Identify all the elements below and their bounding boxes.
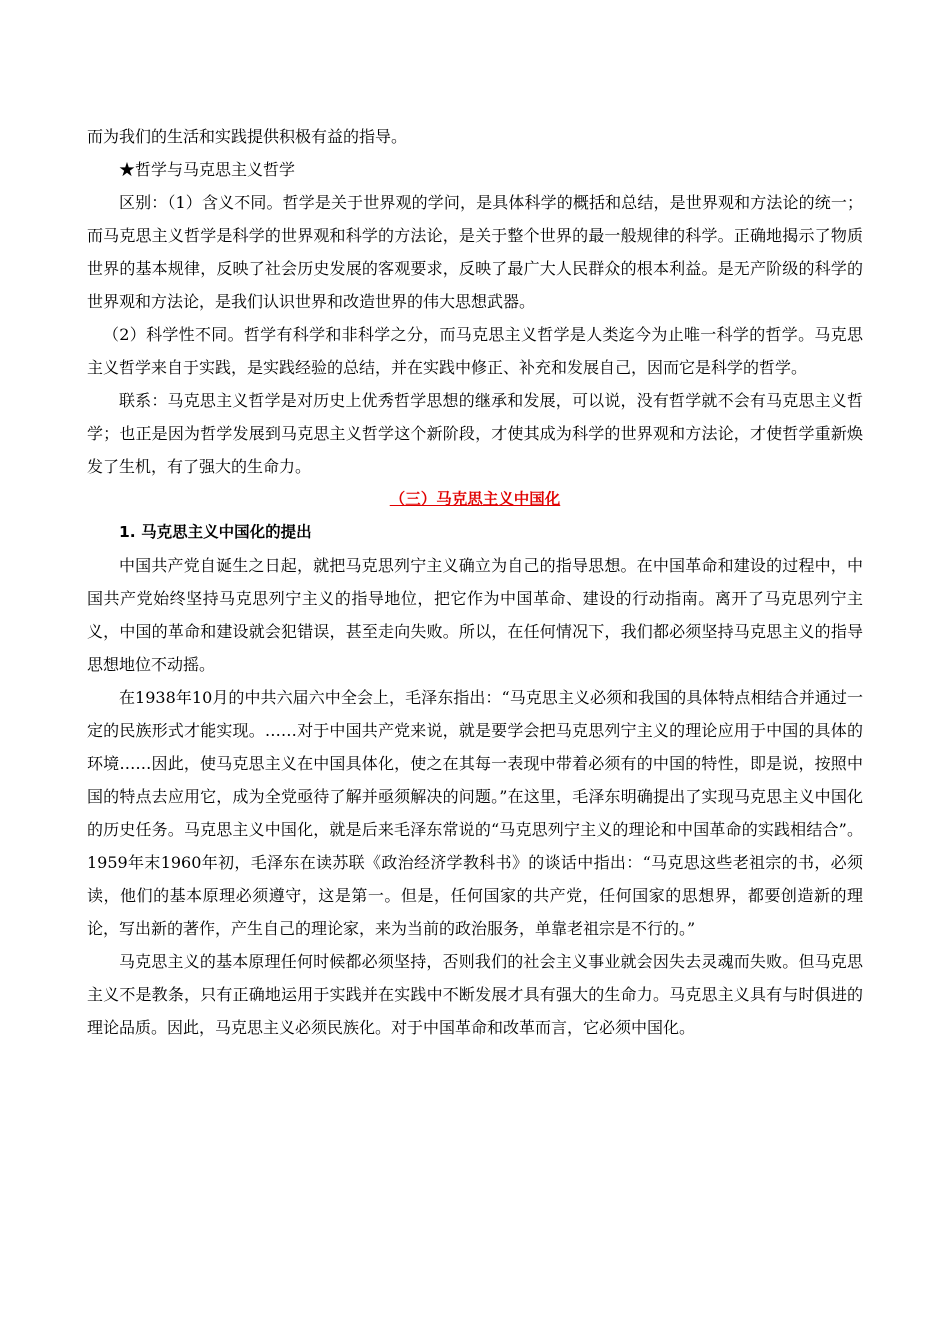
paragraph-difference-1: 区别：（1）含义不同。哲学是关于世界观的学问，是具体科学的概括和总结，是世界观和方法论的统一；而马克思主义哲学是科学的世界观和科学的方法论，是关于整个世界的最一般规律的科学。正确地揭示了物质世界的基本规律，反映了社会历史发展的客观要求，反映了最广大人民群众的根本利益。是无产阶级的科学的世界观和方法论，是我们认识世界和改造世界的伟大思想武器。 [87,193,863,311]
sub-heading: 1. 马克思主义中国化的提出 [119,523,312,541]
paragraph-continuation: 而为我们的生活和实践提供积极有益的指导。 [87,127,408,146]
section-title: （三）马克思主义中国化 [389,490,561,508]
paragraph-mao-quote: 在1938年10月的中共六届六中全会上，毛泽东指出：“马克思主义必须和我国的具体特点相结合并通过一定的民族形式才能实现。……对于中国共产党来说，就是要学会把马克思列宁主义的理论应用于中国的具体的环境……因此，使马克思主义在中国具体化，使之在其每一表现中带着必须有的中国的特性，即是说，按照中国的特点去应用它，成为全党亟待了解并亟须解决的问题。”在这里，毛泽东明确提出了实现马克思主义中国化的历史任务。马克思主义中国化，就是后来毛泽东常说的“马克思列宁主义的理论和中国革命的实践相结合”。1959年末1960年初，毛泽东在读苏联《政治经济学教科书》的谈话中指出：“马克思这些老祖宗的书，必须读，他们的基本原理必须遵守，这是第一。但是，任何国家的共产党，任何国家的思想界，都要创造新的理论，写出新的著作，产生自己的理论家，来为当前的政治服务，单靠老祖宗是不行的。” [87,688,863,938]
document-page [87,120,863,1044]
paragraph-ccp-guidance: 中国共产党自诞生之日起，就把马克思列宁主义确立为自己的指导思想。在中国革命和建设的过程中，中国共产党始终坚持马克思列宁主义的指导地位，把它作为中国革命、建设的行动指南。离开了马克思列宁主义，中国的革命和建设就会犯错误，甚至走向失败。所以，在任何情况下，我们都必须坚持马克思主义的指导思想地位不动摇。 [87,556,863,674]
paragraph-difference-2: （2）科学性不同。哲学有科学和非科学之分，而马克思主义哲学是人类迄今为止唯一科学的哲学。马克思主义哲学来自于实践，是实践经验的总结，并在实践中修正、补充和发展自己，因而它是科学的哲学。 [87,325,863,377]
paragraph-sinicization: 马克思主义的基本原理任何时候都必须坚持，否则我们的社会主义事业就会因失去灵魂而失败。但马克思主义不是教条，只有正确地运用于实践并在实践中不断发展才具有强大的生命力。马克思主义具有与时俱进的理论品质。因此，马克思主义必须民族化。对于中国革命和改革而言，它必须中国化。 [87,952,863,1037]
star-heading-philosophy: ★哲学与马克思主义哲学 [119,160,296,179]
paragraph-connection: 联系：马克思主义哲学是对历史上优秀哲学思想的继承和发展，可以说，没有哲学就不会有马克思主义哲学；也正是因为哲学发展到马克思主义哲学这个新阶段，才使其成为科学的世界观和方法论，才使哲学重新焕发了生机，有了强大的生命力。 [87,391,863,476]
